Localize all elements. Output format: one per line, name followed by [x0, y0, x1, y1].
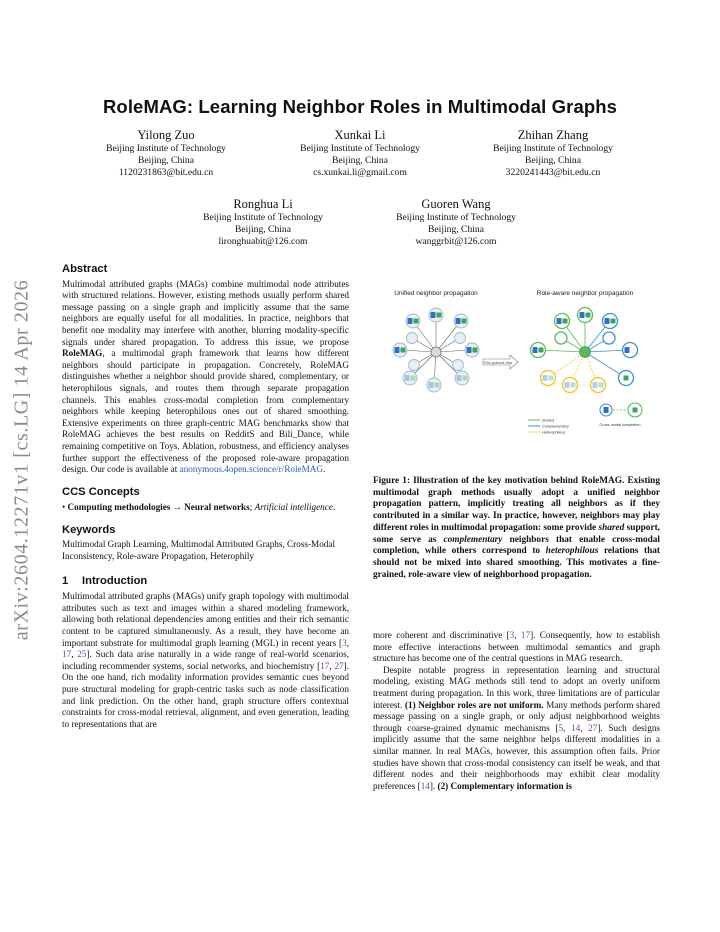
author-affiliation: Beijing Institute of Technology — [203, 212, 323, 223]
role-aware-graph — [528, 308, 642, 435]
center-node — [431, 347, 441, 357]
author-location: Beijing, China — [428, 224, 484, 235]
author-block — [356, 197, 556, 248]
author-affiliation: Beijing Institute of Technology — [396, 212, 516, 223]
citation-link[interactable]: 27 — [588, 722, 598, 733]
author-name: Xunkai Li — [334, 128, 386, 142]
citation-link[interactable]: 3 — [509, 630, 515, 640]
citation-link[interactable]: 14 — [571, 722, 581, 733]
author-email: cs.xunkai.li@gmail.com — [313, 167, 407, 178]
intro-paragraph: Multimodal attributed graphs (MAGs) unify graph topology with multimodal attributes such as text and images within a shared modeling framework, allowing both relational dependencies among entities and their rich semantic content to be captured simultaneously. As a result, they have become an important substrate for multimodal graph learning (MGL) in recent years [3, 17, 25]. Such data arise naturally in a wide range of real-world scenarios, including recommender systems, social networks, and biochemistry [17, 27]. On the one hand, rich modality information provides semantic cues beyond pure structural modeling for graph-centric tasks such as node classification and link prediction. On the other hand, graph structure offers contextual constraints for cross-modal retrieval, alignment, and even generation, leading to representations that are — [62, 591, 350, 729]
arrow-icon — [483, 355, 518, 369]
completion-illustration — [600, 403, 642, 427]
code-link[interactable]: anonymous.4open.science/r/RoleMAG — [179, 464, 324, 475]
abstract-text: Multimodal attributed graphs (MAGs) combine multimodal node attributes with structured relations. However, existing methods usually perform shared message passing on a single graph and implicitly assume that the same neighbors are equally useful for all modalities. In practice, neighbors that benefit one modality may interfere with another, blurring modality-specific signals under shared propagation. To address this issue, we propose RoleMAG, a multimodal graph framework that learns how different neighbors should participate in propagation. Concretely, RoleMAG distinguishes whether a neighbor should provide shared, complementary, or heterophilous signals, and routes them through separate propagation channels. This enables cross-modal completion from complementary neighbors while keeping heterophilous ones out of shared smoothing. Extensive experiments on three graph-centric MAG benchmarks show that RoleMAG achieves the best results on RedditS and Bili_Dance, while remaining competitive on Toys. Ablation, robustness, and efficiency analyses further support the effectiveness of the proposed role-aware propagation design. Our code is available at anonymous.4open.science/r/RoleMAG. — [62, 278, 349, 475]
left-panel-title: Unified neighbor propagation — [394, 290, 478, 297]
author-location: Beijing, China — [332, 155, 388, 166]
author-block — [260, 128, 460, 179]
author-email: wanggrbit@126.com — [415, 236, 497, 247]
author-block — [163, 197, 363, 248]
figure-caption: Figure 1: Illustration of the key motivation behind RoleMAG. Existing multimodal graph methods usually adopt a unified neighbor propagation pattern, implicitly treating all neighbors as if they contributed in a similar way. In practice, however, neighbors may play different roles in multimodal propagation: some provide shared support, some serve as complementary neighbors that enable cross-modal completion, while others correspond to heterophilous relations that should not be mixed into shared smoothing. This motivates a fine-grained, role-aware view of neighborhood propagation. — [373, 476, 661, 580]
author-affiliation: Beijing Institute of Technology — [106, 143, 226, 154]
legend-completion: Cross-modal completion — [599, 423, 641, 427]
author-name: Guoren Wang — [421, 197, 491, 211]
citation-link[interactable]: 3 — [342, 637, 347, 648]
author-location: Beijing, China — [138, 155, 194, 166]
figure-legend — [528, 419, 569, 435]
keywords-text: Multimodal Graph Learning, Multimodal Attributed Graphs, Cross-Modal Inconsistency, Role-aware Propagation, Heterophily — [62, 539, 336, 562]
author-name: Zhihan Zhang — [517, 128, 589, 142]
citation-link[interactable]: 17 — [62, 649, 72, 660]
author-email: 3220241443@bit.edu.cn — [505, 167, 601, 178]
right-panel-title: Role-aware neighbor propagation — [536, 290, 634, 297]
figure-1 — [380, 282, 660, 442]
arrow-label: Fine-grained view — [483, 361, 513, 365]
intro-paragraph: Despite notable progress in representation learning and structural modeling, existing MAG methods still tend to adopt an overly uniform treatment during propagation. In this work, three limitations are of particular interest. (1) Neighbor roles are not uniform. Many methods perform shared message passing on a single graph, or only adjust neighborhood weights through coarse-grained dynamic mechanisms [5, 14, 27]. Such designs implicitly assume that the same neighbor helps different modalities in a similar manner. In real MAGs, however, this assumption often fails. Prior studies have shown that cross-modal consistency can itself be weak, and that different nodes and their neighborhoods may exhibit clear modality preferences [14]. (2) Complementary information is — [373, 664, 661, 791]
author-affiliation: Beijing Institute of Technology — [300, 143, 420, 154]
paper-title: RoleMAG: Learning Neighbor Roles in Multimodal Graphs — [102, 96, 618, 117]
citation-link[interactable]: 17 — [520, 630, 531, 640]
ccs-heading: CCS Concepts — [62, 485, 140, 498]
legend-heterophilous: Heterophilous — [542, 430, 566, 435]
author-email: 1120231863@bit.edu.cn — [118, 167, 214, 178]
author-name: Ronghua Li — [233, 197, 293, 211]
author-name: Yilong Zuo — [137, 128, 195, 142]
unified-graph — [393, 308, 479, 392]
center-node — [580, 347, 591, 358]
citation-link[interactable]: 25 — [77, 649, 87, 660]
figure-illustration — [380, 282, 660, 442]
legend-complementary: Complementary — [542, 424, 569, 429]
legend-shared: Shared — [542, 418, 555, 423]
author-affiliation: Beijing Institute of Technology — [493, 143, 613, 154]
author-email: lironghuabit@126.com — [218, 236, 308, 247]
intro-heading: 1 Introduction — [62, 574, 148, 587]
citation-link[interactable]: 5 — [558, 722, 564, 733]
author-block — [66, 128, 266, 179]
keywords-heading: Keywords — [62, 523, 116, 536]
abstract-heading: Abstract — [62, 263, 108, 275]
intro-paragraph: more coherent and discriminative [3, 17]. Consequently, how to establish more effective interactions between multimodal semantics and graph structure has become one of the central questions in MAG research. — [373, 630, 661, 664]
left-column — [62, 264, 349, 730]
author-block — [453, 128, 653, 179]
author-location: Beijing, China — [235, 224, 291, 235]
ccs-text: • Computing methodologies → Neural networks; Artificial intelligence. — [62, 502, 336, 513]
right-column — [373, 630, 660, 792]
arxiv-id: arXiv:2604.12271v1 [cs.LG] 14 Apr 2026 — [10, 279, 33, 641]
citation-link[interactable]: 17 — [320, 660, 330, 671]
citation-link[interactable]: 14 — [420, 780, 430, 791]
author-location: Beijing, China — [525, 155, 581, 166]
citation-link[interactable]: 27 — [334, 660, 344, 671]
